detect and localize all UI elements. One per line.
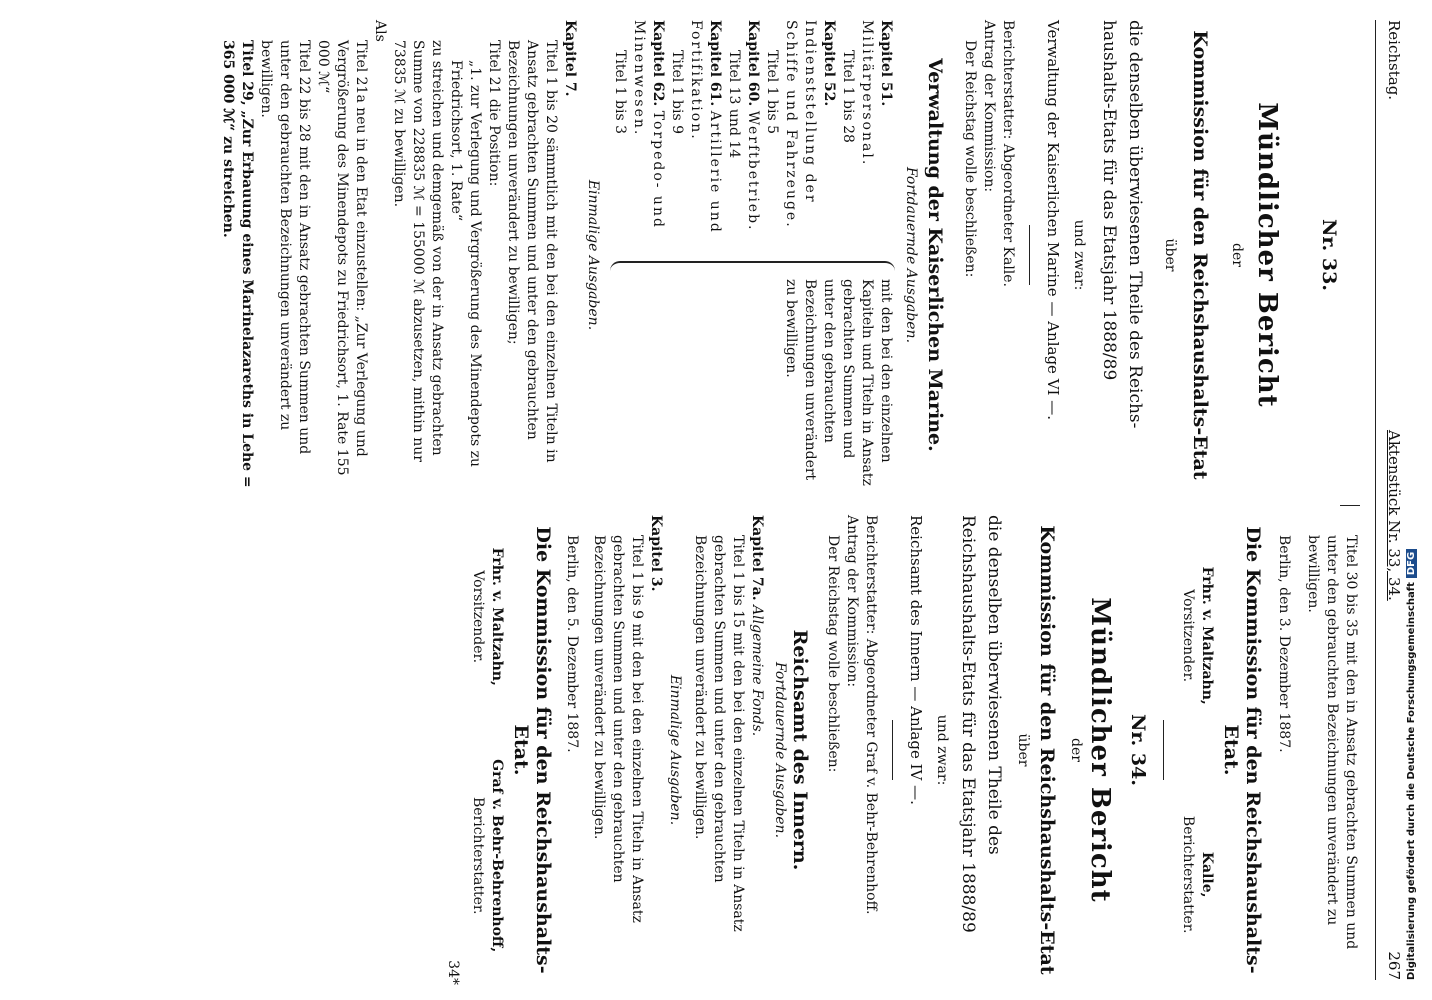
zu-streichen: zu streichen und demgemäß von der in Ansatz gebrachten Summe von 228835 ℳ = 155000 ℳ abzusetzen, mithin nur 73835 ℳ zu bewilligen. bbox=[391, 40, 445, 462]
als-label: Als bbox=[372, 20, 388, 42]
chair-role: Vorsitzender. bbox=[470, 570, 486, 664]
kapitel-text: Indienststellung der Schiffe und Fahrzeuge. bbox=[783, 20, 818, 229]
titel21a: Titel 21a neu in den Etat einzustellen: „Zur Verlegung und Vergrößerung des Minendepots zu Friedrichsort, 1. Rate 155 000 ℳ“ bbox=[315, 40, 369, 476]
kapitel7-text: Titel 1 bis 20 sämmtlich mit den bei den einzelnen Titeln in Ansatz gebrachten Summen und unter den gebrauchten Bezeichnungen unverändert zu bewilligen; bbox=[505, 40, 559, 463]
kapitel-titel: Titel 1 bis 5 bbox=[764, 50, 780, 134]
date-1: Berlin, den 3. Dezember 1887. bbox=[1276, 535, 1292, 753]
commission-signature-2: Die Kommission für den Reichshaushalts-Etat. bbox=[510, 526, 554, 974]
commission-signature-1: Die Kommission für den Reichshaushalts-Etat. bbox=[1220, 526, 1264, 974]
commission-heading: Kommission für den Reichshaushalts-Etat bbox=[1189, 30, 1211, 480]
kapitel-7a-head: Allgemeine Fonds. bbox=[749, 605, 765, 737]
report-subject-34: die denselben überwiesenen Theile des Reichshaushalts-Etats für das Etatsjahr 1888/89 bbox=[958, 515, 1004, 933]
und-zwar-34: und zwar: bbox=[934, 714, 950, 786]
kapitel-titel: Titel 1 bis 3 bbox=[612, 50, 628, 134]
brace bbox=[610, 261, 895, 271]
kapitel-label: Kapitel 62. bbox=[650, 20, 666, 107]
reporter-name: Kalle, bbox=[1199, 851, 1215, 898]
kapitel-text: Artillerie und Fortifikation. bbox=[688, 20, 723, 234]
titel30: Titel 30 bis 35 mit den in Ansatz gebrachten Summen und unter den gebrauchten Bezeichnungen unverändert zu bewilligen. bbox=[1305, 535, 1359, 950]
einmalige-heading-34: Einmalige Ausgaben. bbox=[667, 674, 683, 826]
signature-chair bbox=[1178, 567, 1216, 705]
commission-heading-34: Kommission für den Reichshaushalts-Etat bbox=[1036, 525, 1058, 975]
signature-reporter bbox=[1178, 816, 1216, 934]
report-title: Mündlicher Bericht bbox=[1252, 102, 1282, 408]
funding-credit bbox=[1406, 20, 1417, 980]
kapitel-titel: Titel 1 bis 28 bbox=[840, 50, 856, 143]
antrag-label-34: Antrag der Kommission: bbox=[844, 515, 860, 688]
section-title-34: Reichsamt des Innern. bbox=[789, 629, 811, 871]
kapitel-3-text: Titel 1 bis 9 mit den bei den einzelnen Titeln in Ansatz gebrachten Summen und unter den gebrauchten Bezeichnungen unverändert zu bewilligen. bbox=[591, 535, 645, 923]
kapitel-titel: Titel 1 bis 9 bbox=[669, 50, 685, 134]
kapitel7-label: Kapitel 7. bbox=[562, 20, 578, 97]
kapitel-7a-text: Titel 1 bis 15 mit den bei den einzelnen Titeln in Ansatz gebrachten Summen und unter den gebrauchten Bezeichnungen unverändert zu bewilligen. bbox=[692, 535, 746, 932]
kapitel-item bbox=[724, 20, 762, 255]
page-number: 267 bbox=[1385, 951, 1403, 980]
reporter-role: Berichterstatter. bbox=[470, 796, 486, 915]
chair-role: Vorsitzender. bbox=[1180, 589, 1196, 683]
kapitel-3-label: Kapitel 3. bbox=[648, 515, 664, 592]
dfg-logo: DFG bbox=[1406, 549, 1417, 578]
funding-text: Digitalisierung gefördert durch die Deutsche Forschungsgemeinschaft bbox=[1406, 582, 1417, 980]
kapitel-text: Torpedo- und Minenwesen. bbox=[631, 20, 666, 229]
kapitel-text: Werftbetrieb. bbox=[745, 110, 761, 232]
titel21: Titel 21 die Position: bbox=[486, 40, 502, 187]
kapitel-item bbox=[667, 20, 724, 255]
signature-chair bbox=[468, 548, 506, 686]
titel29: Titel 29, „Zur Erbauung eines Marinelazareths in Lehe = 365 000 ℳ“ zu streichen. bbox=[220, 40, 255, 488]
einmalige-heading: Einmalige Ausgaben. bbox=[585, 179, 601, 331]
left-column bbox=[218, 20, 1360, 490]
kapitel-label: Kapitel 61. bbox=[707, 20, 723, 107]
kapitel-7a bbox=[747, 515, 766, 985]
signature-mark: 34* bbox=[445, 960, 461, 985]
kapitel-item bbox=[762, 20, 838, 255]
fortdauernde-heading-34: Fortdauernde Ausgaben. bbox=[772, 661, 788, 839]
header-center: Aktenstück Nr. 33, 34. bbox=[1385, 430, 1403, 601]
signature-reporter bbox=[468, 759, 506, 952]
kapitel-label: Kapitel 52. bbox=[821, 20, 837, 107]
fortdauernde-heading: Fortdauernde Ausgaben. bbox=[903, 166, 919, 344]
kapitel-label: Kapitel 51. bbox=[878, 20, 894, 107]
report-number-34: Nr. 34. bbox=[1127, 714, 1149, 786]
chair-name: Frhr. v. Maltzahn, bbox=[1199, 566, 1215, 705]
report-number: Nr. 33. bbox=[1318, 219, 1340, 291]
column-divider bbox=[1340, 505, 1360, 506]
berichterstatter-34: Berichterstatter: Abgeordneter Graf v. Behr-Behrenhoff. bbox=[863, 515, 879, 915]
position-text: „1. zur Verlegung und Vergrößerung des Minendepots zu Friedrichsort, 1. Rate“ bbox=[448, 60, 483, 467]
header-left: Reichstag. bbox=[1385, 20, 1403, 101]
kapitel-item bbox=[838, 20, 895, 255]
reporter-role: Berichterstatter. bbox=[1180, 815, 1196, 934]
kapitel-list bbox=[610, 20, 895, 255]
reichstag-label: Der Reichstag wolle beschließen: bbox=[962, 40, 978, 278]
reichsamt-line: Reichsamt des Innern — Anlage IV —. bbox=[907, 515, 925, 805]
kapitel-block bbox=[610, 20, 895, 490]
der-label-34: der bbox=[1068, 738, 1084, 762]
document-page bbox=[60, 0, 1420, 1000]
und-zwar: und zwar: bbox=[1071, 219, 1087, 291]
section-title: Verwaltung der Kaiserlichen Marine. bbox=[924, 58, 946, 452]
kapitel-text: Militärpersonal. bbox=[859, 20, 875, 167]
reichstag-label-34: Der Reichstag wolle beschließen: bbox=[825, 535, 841, 773]
separator bbox=[1029, 225, 1030, 285]
berichterstatter: Berichterstatter: Abgeordneter Kalle. bbox=[1000, 20, 1016, 288]
kapitel-titel: Titel 13 und 14 bbox=[726, 50, 742, 159]
brace-text: mit den bei den einzelnen Kapiteln und Titeln in Ansatz gebrachten Summen und unter den gebrauchten Bezeichnungen unverändert zu bewilligen. bbox=[783, 279, 894, 486]
separator bbox=[1163, 720, 1164, 780]
chair-name: Frhr. v. Maltzahn, bbox=[489, 547, 505, 686]
kapitel-label: Kapitel 60. bbox=[745, 20, 761, 107]
ueber-label-34: über bbox=[1015, 733, 1031, 767]
kapitel-item bbox=[610, 20, 667, 255]
der-label: der bbox=[1229, 243, 1245, 267]
antrag-label: Antrag der Kommission: bbox=[981, 20, 997, 193]
funding-sidebar bbox=[1376, 20, 1416, 980]
report-subject: die denselben überwiesenen Theile des Reichs-haushalts-Etats für das Etatsjahr 1888/89 bbox=[1099, 20, 1145, 429]
signatures-1 bbox=[1178, 515, 1216, 985]
separator bbox=[892, 720, 893, 780]
ueber-label: über bbox=[1162, 238, 1178, 272]
titel22: Titel 22 bis 28 mit den in Ansatz gebrachten Summen und unter den gebrauchten Bezeichnungen unverändert zu bewilligen. bbox=[258, 40, 312, 455]
date-2: Berlin, den 5. Dezember 1887. bbox=[564, 535, 580, 753]
kapitel-7a-label: Kapitel 7a. bbox=[749, 515, 765, 601]
reporter-name: Graf v. Behr-Behrenhoff, bbox=[489, 759, 505, 953]
verwaltung-line: Verwaltung der Kaiserlichen Marine — Anlage VI —. bbox=[1044, 20, 1062, 420]
signatures-2 bbox=[468, 515, 506, 985]
report-title-34: Mündlicher Bericht bbox=[1085, 597, 1115, 903]
right-column bbox=[443, 515, 1360, 985]
